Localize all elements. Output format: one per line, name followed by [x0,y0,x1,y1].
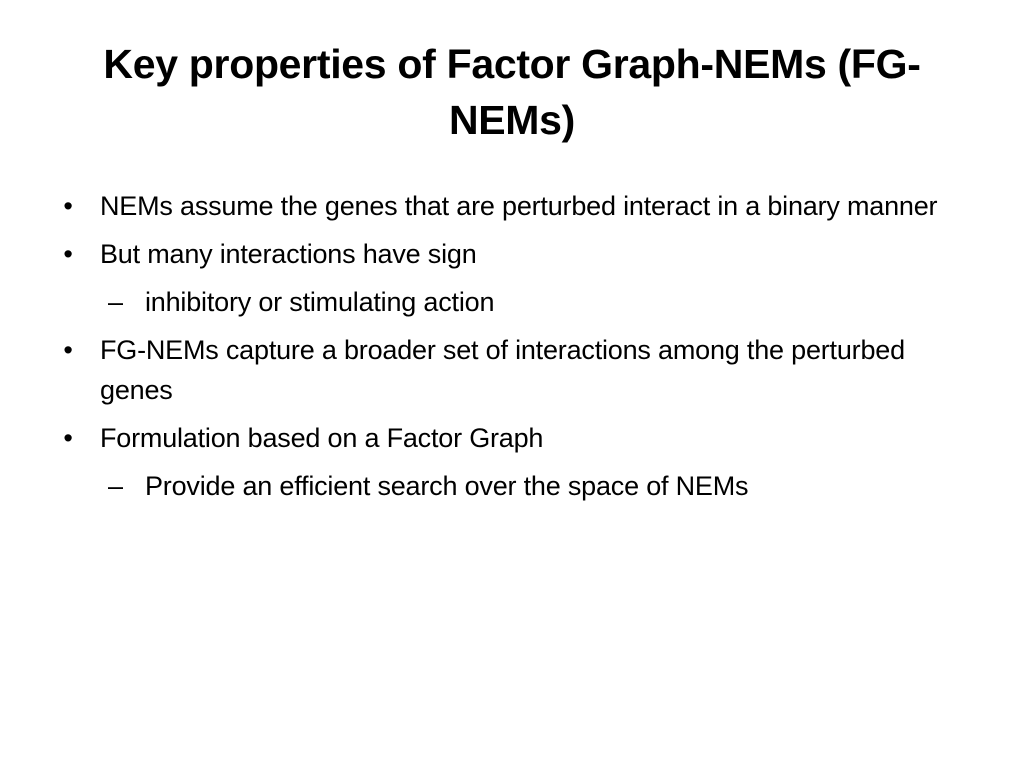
bullet-marker: • [63,423,73,453]
bullet-text: But many interactions have sign [100,239,477,269]
bullet-marker: • [63,191,73,221]
bullet-item [58,234,958,274]
bullet-item [58,330,958,410]
bullet-text: NEMs assume the genes that are perturbed interact in a binary manner [100,191,938,221]
sub-bullet-item [58,466,958,506]
sub-bullet-item [58,282,958,322]
sub-bullet-marker: – [108,287,123,317]
slide-body [58,186,958,514]
bullet-marker: • [63,239,73,269]
sub-bullet-marker: – [108,471,123,501]
sub-bullet-text: inhibitory or stimulating action [145,287,495,317]
bullet-text: FG-NEMs capture a broader set of interactions among the perturbed genes [100,335,905,405]
sub-bullet-text: Provide an efficient search over the space of NEMs [145,471,749,501]
bullet-marker: • [63,335,73,365]
bullet-item [58,418,958,458]
slide-title: Key properties of Factor Graph-NEMs (FG-NEMs) [103,41,921,143]
bullet-text: Formulation based on a Factor Graph [100,423,544,453]
bullet-item [58,186,958,226]
